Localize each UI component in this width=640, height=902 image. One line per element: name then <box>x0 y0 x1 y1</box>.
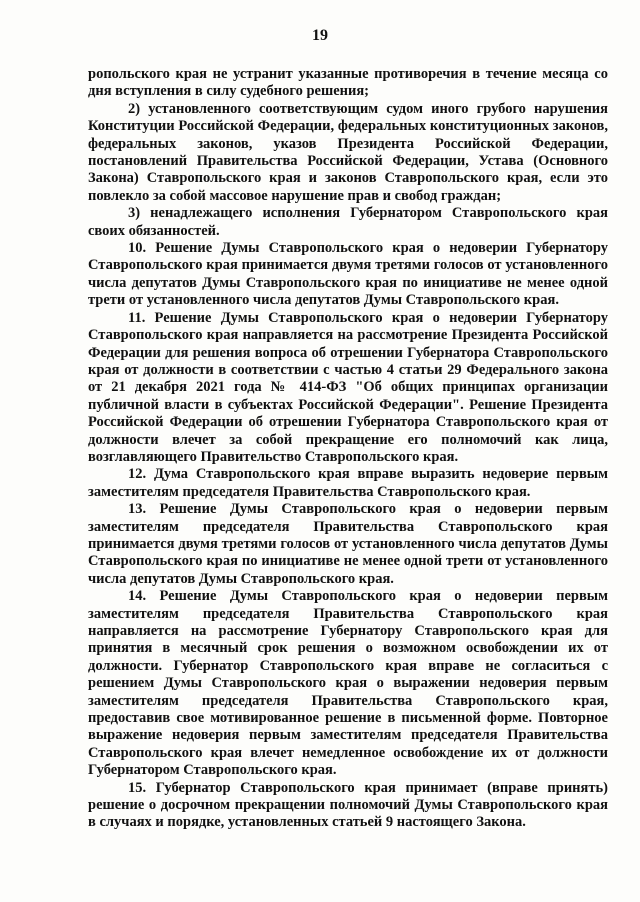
paragraph-clause-13: 13. Решение Думы Ставропольского края о недоверии первым заместителям председателя Правительства Ставропольского края принимается двумя третями голосов от установленного числа депутатов Думы Ставропольского края по инициативе не менее одной трети от установленного числа депутатов Думы Ставропольского края. <box>88 501 608 587</box>
paragraph-clause-12: 12. Дума Ставропольского края вправе выразить недоверие первым заместителям председателя Правительства Ставропольского края. <box>88 466 608 500</box>
paragraph-item-2: 2) установленного соответствующим судом иного грубого нарушения Конституции Российской Федерации, федеральных конституционных законов, федеральных законов, указов Президента Российской Федерации, постановлений Правительства Российской Федерации, Устава (Основного Закона) Ставропольского края и законов Ставропольского края, если это повлекло за собой массовое нарушение прав и свобод граждан; <box>88 100 608 204</box>
paragraph-continuation: ропольского края не устранит указанные противоречия в течение месяца со дня вступления в силу судебного решения; <box>88 66 608 100</box>
paragraph-clause-15: 15. Губернатор Ставропольского края принимает (вправе принять) решение о досрочном прекращении полномочий Думы Ставропольского края в случаях и порядке, установленных статьей 9 настоящего Закона. <box>88 779 608 831</box>
paragraph-clause-10: 10. Решение Думы Ставропольского края о недоверии Губернатору Ставропольского края принимается двумя третями голосов от установленного числа депутатов Думы Ставропольского края по инициативе не менее одной трети от установленного числа депутатов Думы Ставропольского края. <box>88 240 608 309</box>
paragraph-clause-14: 14. Решение Думы Ставропольского края о недоверии первым заместителям председателя Правительства Ставропольского края направляется на рассмотрение Губернатору Ставропольского края для принятия в месячный срок решения о возможном освобождении их от должности. Губернатор Ставропольского края вправе не согласиться с решением Думы Ставропольского края о выражении недоверия первым заместителям председателя Правительства Ставропольского края, предоставив свое мотивированное решение в письменной форме. Повторное выражение недоверия первым заместителям председателя Правительства Ставропольского края влечет немедленное освобождение их от должности Губернатором Ставропольского края. <box>88 588 608 779</box>
paragraph-item-3: 3) ненадлежащего исполнения Губернатором Ставропольского края своих обязанностей. <box>88 205 608 239</box>
paragraph-clause-11: 11. Решение Думы Ставропольского края о недоверии Губернатору Ставропольского края направляется на рассмотрение Президента Российской Федерации для решения вопроса об отрешении Губернатора Ставропольского края от должности в соответствии с частью 4 статьи 29 Федерального закона от 21 декабря 2021 года № 414-ФЗ "Об общих принципах организации публичной власти в субъектах Российской Федерации". Решение Президента Российской Федерации об отрешении Губернатора Ставропольского края от должности влечет за собой прекращение его полномочий как лица, возглавляющего Правительство Ставропольского края. <box>88 309 608 465</box>
page-number: 19 <box>312 27 328 44</box>
document-body <box>88 66 608 832</box>
